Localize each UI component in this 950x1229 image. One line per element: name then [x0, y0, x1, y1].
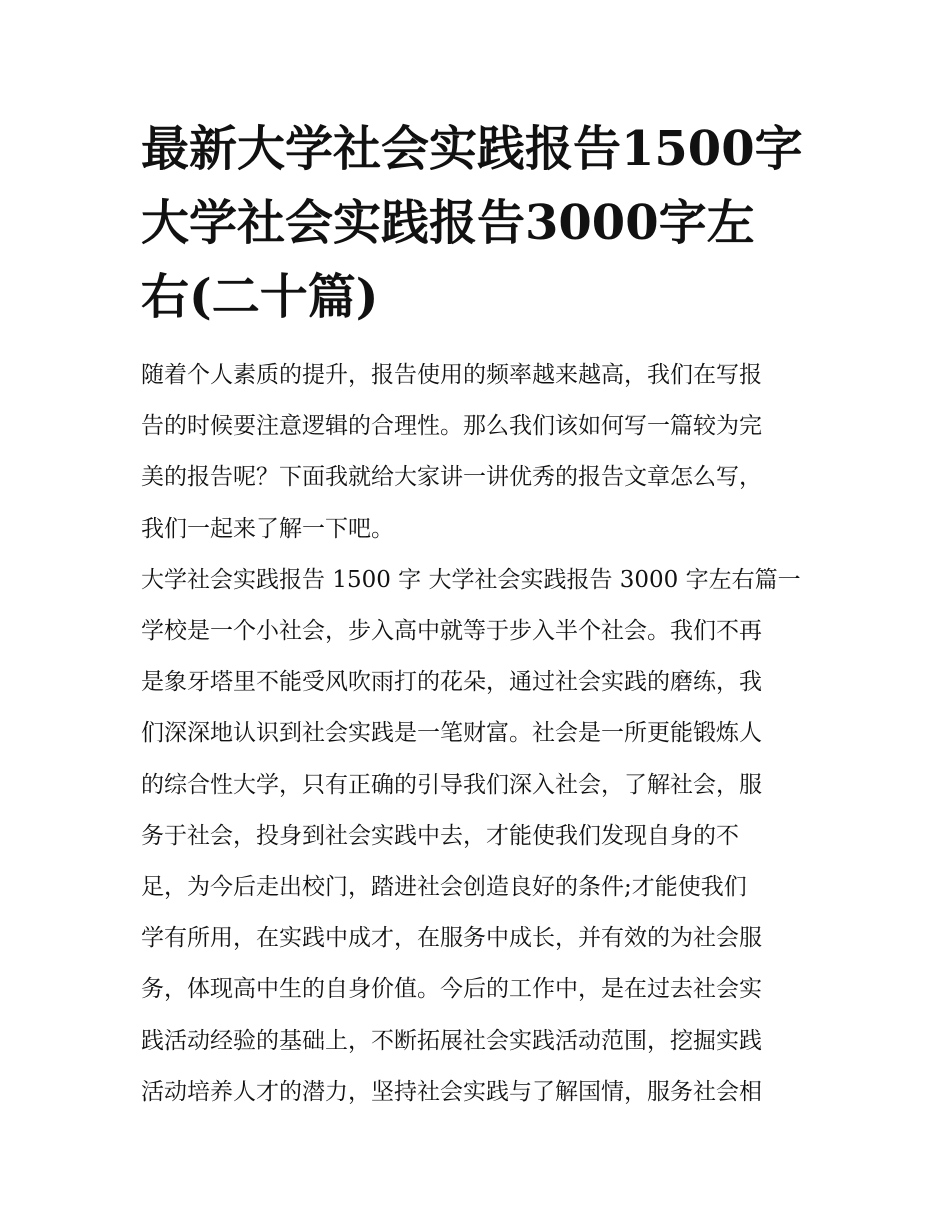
body-line: 们深深地认识到社会实践是一笔财富。社会是一所更能锻炼人 — [141, 720, 762, 747]
body-line: 学校是一个小社会，步入高中就等于步入半个社会。我们不再 — [141, 618, 762, 645]
body-line: 是象牙塔里不能受风吹雨打的花朵，通过社会实践的磨练，我 — [141, 669, 762, 696]
title-line: 大学社会实践报告3000字左 — [141, 195, 755, 251]
body-line: 的综合性大学，只有正确的引导我们深入社会，了解社会，服 — [141, 771, 762, 798]
body-line: 活动培养人才的潜力，坚持社会实践与了解国情，服务社会相 — [141, 1078, 762, 1105]
intro-line: 我们一起来了解一下吧。 — [141, 515, 394, 542]
intro-line: 告的时候要注意逻辑的合理性。那么我们该如何写一篇较为完 — [141, 413, 762, 440]
intro-paragraph — [141, 350, 813, 555]
body-line: 践活动经验的基础上，不断拓展社会实践活动范围，挖掘实践 — [141, 1027, 762, 1054]
title-line: 最新大学社会实践报告1500字 — [141, 121, 803, 177]
body-line: 足，为今后走出校门，踏进社会创造良好的条件;才能使我们 — [141, 874, 747, 901]
body-line: 务于社会，投身到社会实践中去，才能使我们发现自身的不 — [141, 822, 739, 849]
intro-line: 美的报告呢？下面我就给大家讲一讲优秀的报告文章怎么写， — [141, 464, 762, 491]
section-heading-line: 大学社会实践报告 1500 字 大学社会实践报告 3000 字左右篇一 — [141, 566, 801, 593]
document-page — [141, 112, 813, 1118]
intro-line: 随着个人素质的提升，报告使用的频率越来越高，我们在写报 — [141, 362, 762, 388]
body-line: 学有所用，在实践中成才，在服务中成长，并有效的为社会服 — [141, 925, 762, 952]
body-line: 务，体现高中生的自身价值。今后的工作中，是在过去社会实 — [141, 976, 762, 1003]
document-title — [141, 112, 813, 334]
body-paragraph — [141, 555, 813, 1118]
title-line: 右(二十篇) — [141, 269, 379, 325]
